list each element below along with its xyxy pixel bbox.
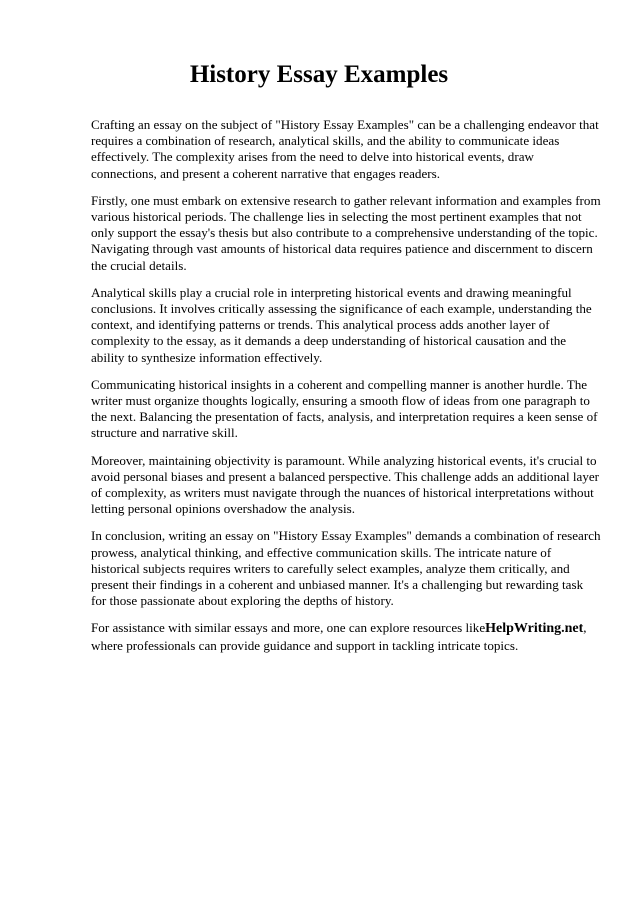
paragraph-communication: Communicating historical insights in a coherent and compelling manner is another hurdle. The writer must organize thoughts logically, ensuring a smooth flow of ideas from one paragraph to the next. Balancing the presentation of facts, analysis, and interpretation requires a keen sense of structure and narrative skill. <box>91 376 598 441</box>
paragraph-research: Firstly, one must embark on extensive research to gather relevant information and examples from various historical periods. The challenge lies in selecting the most pertinent examples that not only support the essay's thesis but also contribute to a comprehensive understanding of the topic. Navigating through vast amounts of historical data requires patience and discernment to discern the crucial details. <box>91 192 601 273</box>
paragraph-closing <box>91 620 601 653</box>
closing-text-before: For assistance with similar essays and more, one can explore resources like <box>91 620 486 636</box>
paragraph-objectivity: Moreover, maintaining objectivity is paramount. While analyzing historical events, it's crucial to avoid personal biases and present a balanced perspective. This challenge adds an additional layer of complexity, as writers must navigate through the nuances of historical interpretations without letting personal opinions overshadow the analysis. <box>91 452 600 517</box>
paragraph-conclusion: In conclusion, writing an essay on "History Essay Examples" demands a combination of research prowess, analytical thinking, and effective communication skills. The intricate nature of historical subjects requires writers to carefully select examples, analyze them critically, and present their findings in a coherent and unbiased manner. It's a challenging but rewarding task for those passionate about exploring the depths of history. <box>91 528 601 609</box>
document-title: History Essay Examples <box>189 61 449 88</box>
paragraph-analysis: Analytical skills play a crucial role in interpreting historical events and drawing meaningful conclusions. It involves critically assessing the significance of each example, understanding the context, and identifying patterns or trends. This analytical process adds another layer of complexity to the essay, as it demands a deep understanding of historical causation and the ability to synthesize information effectively. <box>91 284 592 365</box>
paragraph-intro: Crafting an essay on the subject of "History Essay Examples" can be a challenging endeavor that requires a combination of research, analytical skills, and the ability to communicate ideas effectively. The complexity arises from the need to delve into historical events, draw connections, and present a coherent narrative that engages readers. <box>91 117 599 181</box>
brand-link[interactable]: HelpWriting.net <box>485 621 584 637</box>
document-body <box>91 117 601 665</box>
closing-text-after: , where professionals can provide guidance and support in tackling intricate topics. <box>91 620 587 653</box>
